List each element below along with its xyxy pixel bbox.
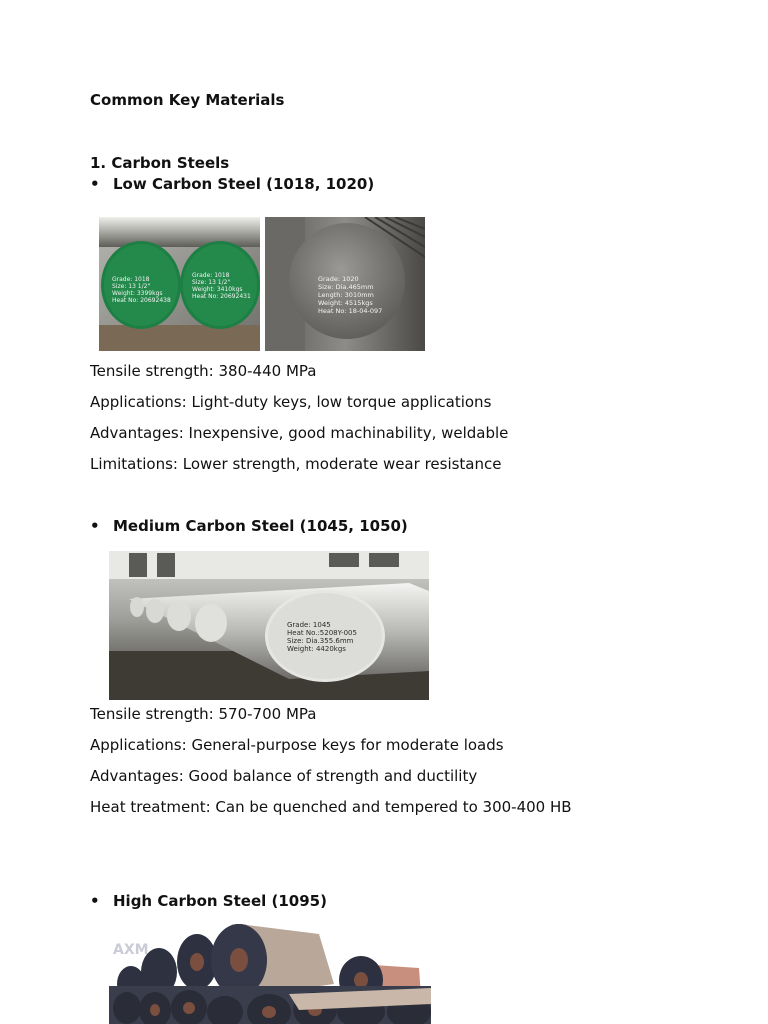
bar-label-line: Heat No.:5208Y-005 (287, 629, 357, 637)
bar-label-line: Size: 13 1/2" (112, 283, 151, 290)
detail-line: Limitations: Lower strength, moderate wear resistance (90, 455, 502, 473)
bullet-dot: • (90, 175, 100, 193)
bullet-label: Medium Carbon Steel (1045, 1050) (113, 517, 408, 535)
medium-carbon-photo (109, 551, 429, 700)
watermark-logo: AXM (113, 942, 149, 958)
detail-line: Heat treatment: Can be quenched and tempered to 300-400 HB (90, 798, 572, 816)
detail-line: Advantages: Good balance of strength and ductility (90, 767, 478, 785)
detail-line: Applications: Light-duty keys, low torque applications (90, 393, 492, 411)
bullet-dot: • (90, 892, 100, 910)
document-title: Common Key Materials (90, 91, 285, 109)
detail-line: Advantages: Inexpensive, good machinability, weldable (90, 424, 509, 442)
bar-label-line: Grade: 1018 (112, 276, 150, 283)
bullet-label: High Carbon Steel (1095) (113, 892, 327, 910)
bar-label-line: Grade: 1018 (192, 272, 230, 279)
bar-label-line: Heat No: 18-04-097 (318, 307, 383, 315)
bar-label-line: Size: Dia.465mm (318, 283, 374, 291)
bar-label-line: Grade: 1020 (318, 275, 359, 283)
section-heading: 1. Carbon Steels (90, 154, 230, 172)
bar-label-line: Size: 13 1/2" (192, 279, 231, 286)
bar-label-line: Weight: 4515kgs (318, 299, 373, 307)
detail-line: Tensile strength: 380-440 MPa (90, 362, 317, 380)
bar-label-line: Grade: 1045 (287, 621, 331, 629)
bullet-dot: • (90, 517, 100, 535)
bullet-label: Low Carbon Steel (1018, 1020) (113, 175, 375, 193)
high-carbon-coils-photo (109, 924, 431, 1024)
detail-line: Tensile strength: 570-700 MPa (90, 705, 317, 723)
bar-label-line: Length: 3010mm (318, 291, 374, 299)
bar-label-line: Weight: 3410kgs (192, 286, 243, 293)
detail-line: Applications: General-purpose keys for moderate loads (90, 736, 504, 754)
bar-label-line: Weight: 4420kgs (287, 645, 346, 653)
low-carbon-photo-green-bars (99, 217, 260, 351)
bar-label-line: Size: Dia.355.6mm (287, 637, 354, 645)
bar-label-line: Weight: 3399kgs (112, 290, 163, 297)
bar-label-line: Heat No: 20692438 (112, 297, 171, 304)
low-carbon-photo-grey-bar (265, 217, 425, 351)
bar-label-line: Heat No: 20692431 (192, 293, 251, 300)
